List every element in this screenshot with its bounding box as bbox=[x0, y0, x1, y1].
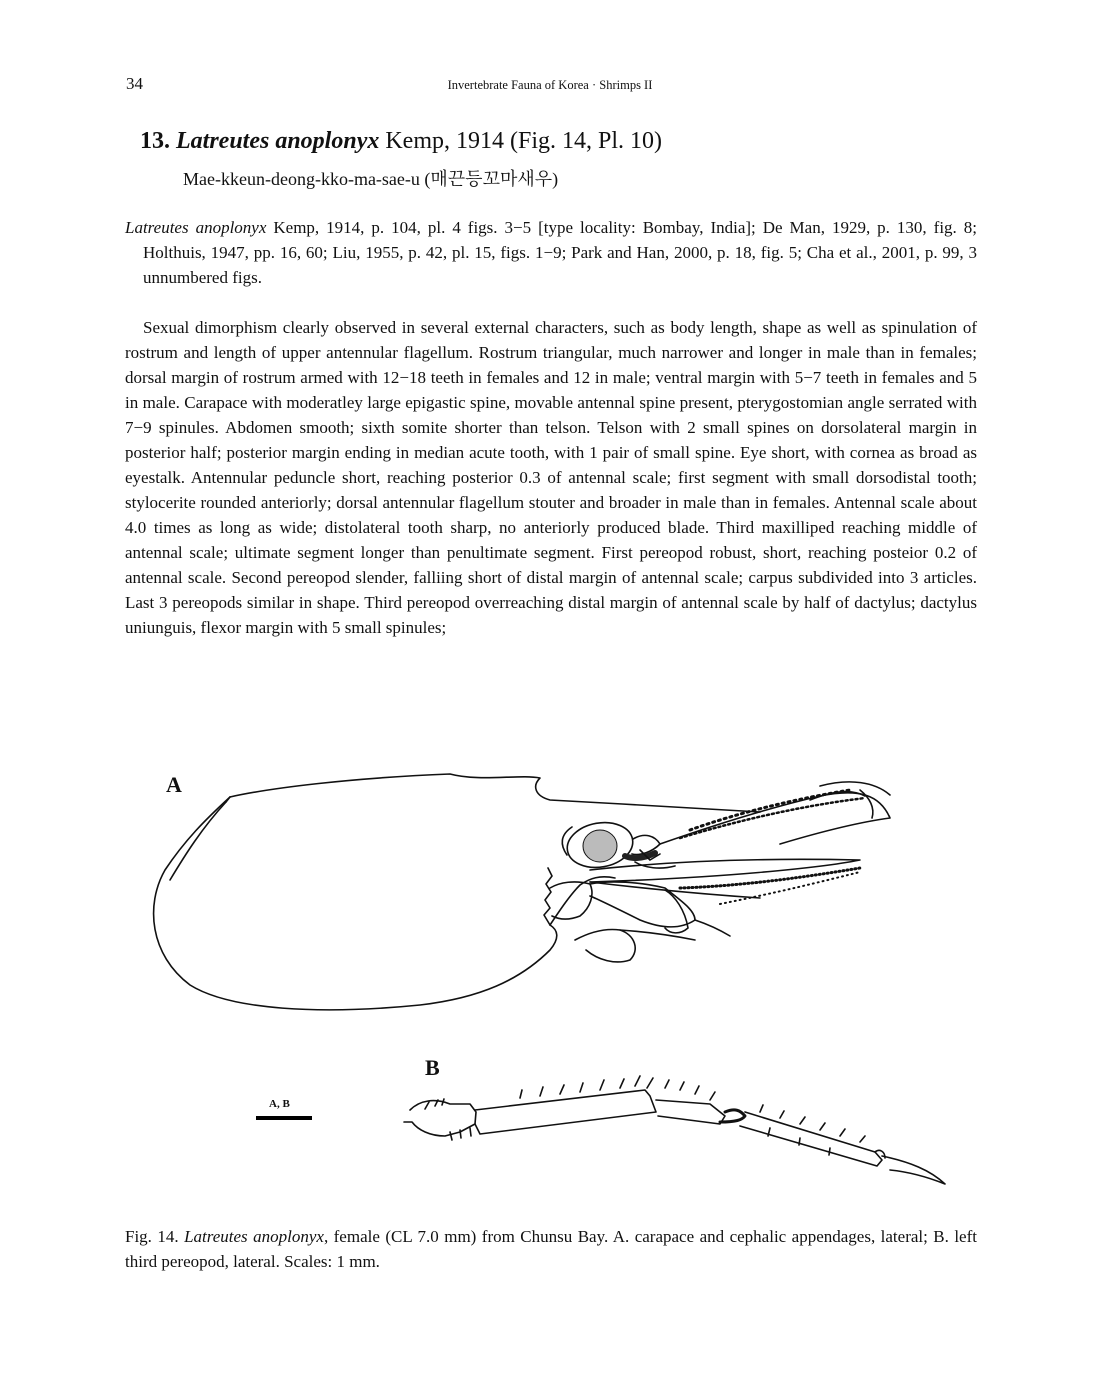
species-number: 13. bbox=[140, 128, 170, 154]
species-heading bbox=[140, 128, 662, 155]
caption-species: Latreutes anoplonyx bbox=[184, 1227, 324, 1246]
pereopod-drawing bbox=[404, 1076, 945, 1184]
synonymy-species-name: Latreutes anoplonyx bbox=[125, 218, 267, 237]
synonymy-text: Kemp, 1914, p. 104, pl. 4 figs. 3−5 [type locality: Bombay, India]; De Man, 1929, p. 130, fig. 8; Holthuis, 1947, pp. 16, 60; Liu, 1955, p. 42, pl. 15, figs. 1−9; Park and Han, 2000, p. 18, fig. 5; Cha et al., 2001, p. 99, 3 unnumbered figs. bbox=[143, 218, 977, 287]
caption-prefix: Fig. 14. bbox=[125, 1227, 185, 1246]
scale-bar-label: A, B bbox=[269, 1098, 290, 1110]
page-number: 34 bbox=[126, 74, 143, 93]
caption-text: , female (CL 7.0 mm) from Chunsu Bay. A. carapace and cephalic appendages, lateral; B. left third pereopod, lateral. Scales: 1 mm. bbox=[125, 1227, 977, 1271]
species-scientific-name: Latreutes anoplonyx bbox=[176, 128, 380, 154]
running-header: Invertebrate Fauna of Korea · Shrimps II bbox=[447, 78, 653, 92]
scale-bar bbox=[256, 1116, 312, 1120]
antennal-scale-drawing bbox=[590, 859, 860, 904]
description-paragraph: Sexual dimorphism clearly observed in several external characters, such as body length, shape as well as spinulation of rostrum and length of upper antennular flagellum. Rostrum triangular, much narrower and longer in male than in females; dorsal margin of rostrum armed with 12−18 teeth in females and 12 in male; ventral margin with 5−7 teeth in females and 5 in male. Carapace with moderatley large epigastic spine, movable antennal spine present, pterygostomian angle serrated with 7−9 spinules. Abdomen smooth; sixth somite shorter than telson. Telson with 2 small spines on dorsolateral margin in posterior half; posterior margin ending in median acute tooth, with 1 pair of small spine. Eye short, with cornea as broad as eyestalk. Antennular peduncle short, reaching posterior 0.3 of antennal scale; first segment with small dorsodistal tooth; stylocerite rounded anteriorly; dorsal antennular flagellum stouter and broader in male than in females. Antennal scale about 4.0 times as long as wide; distolateral tooth sharp, no anteriorly produced blade. Third maxilliped reaching middle of antennal scale; ultimate segment longer than penultimate segment. First pereopod robust, short, reaching posteior 0.2 of antennal scale. Second pereopod slender, falliing short of distal margin of antennal scale; carpus subdivided into 3 articles. Last 3 pereopods similar in shape. Third pereopod overreaching distal margin of antennal scale by half of dactylus; dactylus uniunguis, flexor margin with 5 small spinules; bbox=[125, 318, 977, 637]
figure-14 bbox=[120, 760, 980, 1200]
figure-label-a: A bbox=[166, 772, 182, 797]
species-authority: Kemp, 1914 (Fig. 14, Pl. 10) bbox=[379, 128, 663, 154]
korean-common-name bbox=[183, 165, 558, 191]
korean-romanized: Mae-kkeun-deong-kko-ma-sae-u bbox=[183, 169, 420, 189]
rostrum-drawing bbox=[660, 782, 890, 844]
figure-caption bbox=[125, 1224, 977, 1274]
figure-14-drawing bbox=[120, 760, 980, 1200]
korean-hangul: (매끈등꼬마새우) bbox=[424, 169, 559, 189]
synonymy-paragraph bbox=[125, 215, 977, 290]
peduncle-drawing bbox=[550, 850, 730, 962]
figure-label-b: B bbox=[425, 1055, 440, 1080]
